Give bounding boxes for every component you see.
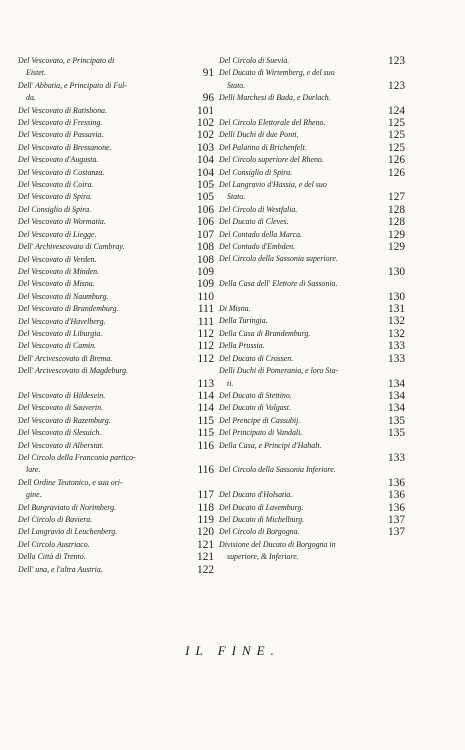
index-entry [219, 402, 405, 414]
entry-title: Del Circolo Austriaco. [18, 539, 90, 549]
index-entry [18, 539, 214, 551]
index-entry [18, 502, 214, 514]
page-number: 131 [388, 303, 405, 316]
page-number: 125 [388, 141, 405, 154]
entry-title: Della Casa di Brandemburg. [219, 328, 311, 338]
page-number: 111 [197, 303, 214, 316]
index-entry [18, 266, 214, 278]
finis-line: IL FINE. [185, 643, 280, 658]
page-number: 129 [388, 228, 405, 241]
entry-title: Del Vescovato di Spira. [18, 192, 93, 202]
index-entry [219, 464, 405, 489]
page-number: 111 [197, 315, 214, 328]
entry-title: Del Circolo della Sassonia Inferiore. [219, 465, 336, 475]
entry-title: Delli Marchesi di Bada, e Durlach. [219, 93, 331, 103]
entry-title: Del Circolo di Suevia. [219, 56, 290, 65]
page-number: 103 [197, 141, 214, 154]
index-entry [18, 204, 214, 216]
page-number: 123 [388, 55, 405, 67]
page-number: 112 [197, 352, 214, 365]
page-number: 133 [388, 352, 405, 365]
index-entry [18, 55, 214, 80]
entry-title: Del Ducato di Lavemburg. [219, 502, 304, 512]
entry-title: Del Langravio di Leuchenberg. [18, 527, 118, 537]
entry-continuation: da. [26, 93, 36, 103]
index-entry [18, 340, 214, 352]
entry-title: Del Vescovato di Naumburg. [18, 291, 109, 301]
entry-title: Del Ducato di Volgast. [219, 403, 291, 413]
page-number: 136 [388, 476, 405, 489]
page-number: 128 [388, 203, 405, 216]
page-number: 113 [197, 377, 214, 390]
page-number: 126 [388, 154, 405, 167]
index-entry [219, 216, 405, 228]
page-number: 91 [202, 67, 214, 80]
page-number: 106 [197, 203, 214, 216]
page-number: 102 [197, 129, 214, 142]
page-number: 117 [197, 489, 214, 502]
entry-title: Del Vescovato di Minden. [18, 266, 100, 276]
page-number: 134 [388, 389, 405, 402]
entry-title: Del Vescovato di Hildesein. [18, 390, 106, 400]
entry-title: Del Contado della Marca. [219, 229, 302, 239]
index-entry [219, 55, 405, 67]
page-number: 121 [197, 551, 214, 564]
entry-continuation: Stato. [227, 80, 246, 90]
index-entry [219, 142, 405, 154]
entry-continuation: Stato. [227, 192, 246, 202]
entry-continuation: lare. [26, 465, 41, 475]
index-entry [219, 129, 405, 141]
page-number: 105 [197, 179, 214, 192]
index-entry [219, 253, 405, 278]
page-number: 114 [197, 402, 214, 415]
entry-title: Del Vescovato di Fressing. [18, 118, 103, 128]
entry-title: Del Vescovato di Liburgia. [18, 328, 103, 338]
index-entry [219, 328, 405, 340]
page-number: 115 [197, 414, 214, 427]
entry-title: Dell' Abbatia, e Principato di Ful- [18, 80, 127, 90]
index-entry [219, 489, 405, 501]
index-entry [18, 80, 214, 105]
index-entry [219, 204, 405, 216]
entry-title: Delli Duchi di due Ponti. [219, 130, 299, 140]
index-entry [18, 353, 214, 365]
entry-title: Della Prussia. [219, 341, 265, 351]
index-entry [219, 427, 405, 439]
index-entry [219, 539, 405, 564]
index-entry [18, 526, 214, 538]
entry-title: Del Vescovato di Wormatia. [18, 217, 106, 227]
entry-title: Del Consiglio di Spira. [18, 204, 92, 214]
entry-title: Della Città di Trento. [18, 552, 86, 562]
index-entry [219, 179, 405, 204]
page-number: 114 [197, 389, 214, 402]
page-number: 127 [388, 191, 405, 204]
entry-title: Del Circolo Elettorale del Rheno. [219, 118, 326, 128]
page-number: 119 [197, 514, 214, 527]
page-number: 122 [197, 563, 214, 576]
entry-title: Del Ducato di Wirtemberg, e del suo [219, 68, 335, 78]
page-number: 134 [388, 377, 405, 390]
entry-title: Del Ducato d'Holsatia. [219, 490, 293, 500]
entry-title: Del Prencipe di Cassubij. [219, 415, 301, 425]
index-entry [219, 278, 405, 303]
page-number: 106 [197, 216, 214, 229]
entry-title: Della Casa, e Principi d'Hahalt. [219, 440, 322, 450]
entry-title: Del Vescovato d'Havelberg. [18, 316, 106, 326]
index-entry [219, 353, 405, 365]
index-entry [18, 303, 214, 315]
index-entry [18, 291, 214, 303]
page-number: 110 [197, 290, 214, 303]
entry-title: Del Vescovato di Misna. [18, 279, 95, 289]
entry-title: Dell' Archivescovato di Cambray. [18, 242, 125, 252]
page-number: 123 [388, 79, 405, 92]
index-column-left [18, 55, 214, 576]
entry-title: Del Vescovato d'Augusta. [18, 155, 99, 165]
index-entry [219, 154, 405, 166]
entry-title: Del Vescovato di Liegge. [18, 229, 97, 239]
index-entry [18, 415, 214, 427]
entry-title: Del Circolo di Borgogna. [219, 527, 300, 537]
entry-title: Del Burgraviato di Norimberg. [18, 502, 117, 512]
entry-title: Del Vescovato di Brandemburg. [18, 304, 119, 314]
index-entry [219, 390, 405, 402]
entry-title: Della Turingia. [219, 316, 268, 326]
index-entry [219, 514, 405, 526]
page-number: 120 [197, 526, 214, 539]
entry-title: Del Vescovato di Coira. [18, 180, 94, 190]
entry-title: Del Vescovato di Costanza. [18, 167, 105, 177]
page-number: 135 [388, 414, 405, 427]
entry-title: Del Ducato di Crossen. [219, 353, 294, 363]
page-number: 112 [197, 340, 214, 353]
index-entry [219, 440, 405, 465]
index-entry [219, 67, 405, 92]
index-entry [219, 229, 405, 241]
entry-title: Dell Ordine Teutonico, e sua ori- [18, 477, 123, 487]
index-entry [18, 452, 214, 477]
entry-title: Della Casa dell' Elettore di Sassonia. [219, 279, 338, 289]
page-number: 118 [197, 501, 214, 514]
index-entry [18, 154, 214, 166]
index-entry [18, 440, 214, 452]
index-entry [18, 179, 214, 191]
index-entry [18, 105, 214, 117]
page-number: 115 [197, 427, 214, 440]
entry-title: Divisione del Ducato di Borgogna in [219, 539, 336, 549]
index-entry [18, 316, 214, 328]
page-number: 109 [197, 265, 214, 278]
entry-title: Del Vescovato di Slesuich. [18, 428, 102, 438]
index-entry [219, 415, 405, 427]
entry-title: Delli Duchi di Pomerania, e loro Sta- [219, 366, 339, 376]
entry-title: Dell' una, e l'altra Austria. [18, 564, 103, 574]
index-entry [219, 167, 405, 179]
index-entry [18, 514, 214, 526]
index-entry [18, 551, 214, 563]
entry-title: Del Principato di Vandali. [219, 428, 303, 438]
index-entry [18, 427, 214, 439]
page-number: 130 [388, 265, 405, 278]
index-entry [219, 502, 405, 514]
index-entry [18, 254, 214, 266]
index-entry [18, 117, 214, 129]
index-entry [219, 241, 405, 253]
page-number: 104 [197, 166, 214, 179]
page-number: 126 [388, 166, 405, 179]
entry-title: Del Langravio d'Hassia, e del suo [219, 180, 327, 190]
entry-title: Del Vescovato di Bressanone. [18, 142, 112, 152]
index-entry [219, 92, 405, 117]
index-column-right [219, 55, 405, 564]
index-entry [18, 365, 214, 390]
page-number: 133 [388, 340, 405, 353]
page-number: 129 [388, 241, 405, 254]
entry-continuation: gine. [26, 490, 42, 500]
entry-title: Dell' Arcivescovato di Magdeburg. [18, 366, 129, 376]
page-number: 102 [197, 117, 214, 130]
page-number: 132 [388, 315, 405, 328]
entry-title: Del Circolo della Franconia partico- [18, 452, 136, 462]
entry-title: Dell' Arcivescovato di Brema. [18, 353, 113, 363]
index-entry [219, 303, 405, 315]
page-number: 137 [388, 526, 405, 539]
index-entry [18, 191, 214, 203]
entry-title: Del Vescovato di Razemburg. [18, 415, 111, 425]
page-number: 107 [197, 228, 214, 241]
index-entry [18, 229, 214, 241]
entry-title: Del Palatino di Brichenfelt. [219, 142, 307, 152]
entry-continuation: ti. [227, 378, 234, 388]
page-number: 112 [197, 327, 214, 340]
index-entry [18, 564, 214, 576]
entry-title: Del Consiglio di Spira. [219, 167, 293, 177]
page-number: 125 [388, 129, 405, 142]
index-entry [18, 167, 214, 179]
index-entry [219, 526, 405, 538]
page-number: 134 [388, 402, 405, 415]
entry-title: Del Ducato di Michelburg. [219, 514, 305, 524]
index-entry [18, 241, 214, 253]
index-entry [18, 142, 214, 154]
index-entry [219, 340, 405, 352]
page-number: 104 [197, 154, 214, 167]
page-number: 108 [197, 253, 214, 266]
entry-title: Del Circolo della Sassonia superiore. [219, 254, 338, 264]
index-entry [18, 477, 214, 502]
page-number: 137 [388, 513, 405, 526]
page-number: 96 [202, 92, 214, 105]
index-entry [219, 117, 405, 129]
page-number: 101 [197, 104, 214, 117]
page-number: 136 [388, 489, 405, 502]
entry-title: Del Vescovato di Sauverin. [18, 403, 104, 413]
index-entry [18, 278, 214, 290]
entry-continuation: superiore, & Inferiore. [227, 552, 299, 562]
page-number: 105 [197, 191, 214, 204]
entry-title: Del Vescovato di Verden. [18, 254, 97, 264]
entry-title: Di Misna. [219, 304, 251, 314]
index-entry [18, 402, 214, 414]
page-number: 109 [197, 278, 214, 291]
entry-title: Del Contado d'Embden. [219, 242, 295, 252]
entry-title: Del Vescovato di Ratisbona. [18, 105, 107, 115]
entry-title: Del Circolo di Westfalia. [219, 204, 298, 214]
index-entry [18, 216, 214, 228]
page-number: 136 [388, 501, 405, 514]
page-number: 116 [197, 464, 214, 477]
index-entry [18, 390, 214, 402]
index-entry [219, 315, 405, 327]
index-entry [18, 328, 214, 340]
entry-title: Del Vescovato di Passavia. [18, 130, 104, 140]
page-number: 124 [388, 104, 405, 117]
page-number: 132 [388, 327, 405, 340]
index-entry [18, 129, 214, 141]
entry-title: Del Circolo di Baviera. [18, 515, 93, 525]
page-number: 135 [388, 427, 405, 440]
page-number: 130 [388, 290, 405, 303]
entry-title: Del Ducato di Stettino. [219, 390, 292, 400]
page-number: 125 [388, 117, 405, 130]
entry-title: Del Vescovato di Camin. [18, 341, 97, 351]
page-number: 121 [197, 538, 214, 551]
entry-title: Del Circolo superiore del Rheno. [219, 155, 324, 165]
page-number: 108 [197, 241, 214, 254]
entry-title: Del Vescovato, e Principato di [18, 56, 115, 65]
entry-title: Del Vescovato di Alberstat. [18, 440, 104, 450]
entry-title: Del Ducato di Cleves. [219, 217, 289, 227]
entry-continuation: Eistet. [26, 68, 46, 78]
page-number: 116 [197, 439, 214, 452]
page-number: 133 [388, 451, 405, 464]
index-entry [219, 365, 405, 390]
page-number: 128 [388, 216, 405, 229]
